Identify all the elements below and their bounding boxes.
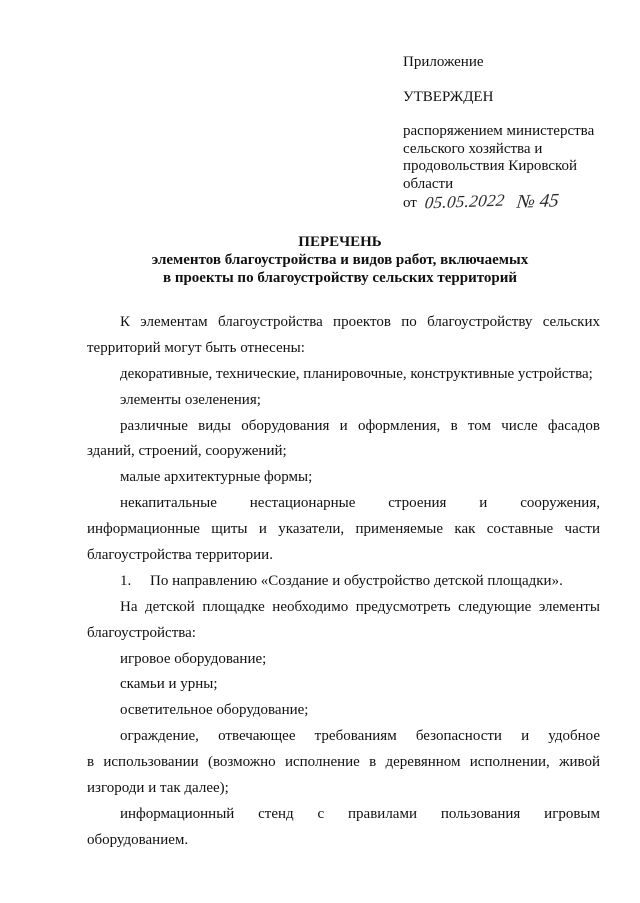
approval-line: продовольствия Кировской — [403, 158, 578, 174]
approved-stamp-text: УТВЕРЖДЕН — [403, 89, 494, 105]
paragraph-line: некапитальные нестационарные строения и сооружения, — [120, 495, 600, 512]
list-item — [87, 465, 600, 491]
list-item — [87, 388, 600, 414]
section-number: 1. — [120, 572, 132, 589]
paragraph-line: осветительное оборудование; — [120, 702, 309, 719]
list-item — [87, 698, 600, 724]
paragraph-line: благоустройства: — [87, 624, 196, 641]
list-item — [87, 802, 600, 854]
appendix-label: Приложение — [403, 54, 484, 70]
paragraph-line: информационные щиты и указатели, применяемые как составные части — [87, 521, 600, 538]
approval-date-line — [403, 190, 594, 213]
list-item — [87, 362, 600, 388]
approval-block — [403, 123, 594, 211]
list-item — [87, 724, 600, 802]
paragraph-line: малые архитектурные формы; — [120, 469, 313, 486]
paragraph-line: скамьи и урны; — [120, 676, 218, 693]
paragraph-line: элементы озеленения; — [120, 391, 261, 408]
title-subtitle-line: в проекты по благоустройству сельских территорий — [162, 270, 518, 286]
list-item — [87, 491, 600, 569]
section-heading — [87, 569, 600, 595]
date-prefix: от — [403, 195, 417, 211]
list-item — [87, 672, 600, 698]
paragraph-line: На детской площадке необходимо предусмотреть следующие элементы — [120, 598, 600, 615]
paragraph-line: зданий, строений, сооружений; — [87, 443, 287, 460]
paragraph-line: в использовании (возможно исполнение в деревянном исполнении, живой — [87, 754, 600, 771]
paragraph-line: территорий могут быть отнесены: — [87, 339, 305, 356]
paragraph-line: ограждение, отвечающее требованиям безопасности и удобное — [120, 728, 600, 745]
section-title: По направлению «Создание и обустройство детской площадки». — [150, 572, 563, 589]
document-title — [87, 233, 593, 287]
handwritten-date: 05.05.2022 — [423, 190, 506, 213]
paragraph-line: благоустройства территории. — [87, 547, 273, 564]
paragraph-line: изгороди и так далее); — [87, 780, 229, 797]
paragraph-line: К элементам благоустройства проектов по благоустройству сельских — [120, 314, 600, 330]
paragraph-line: игровое оборудование; — [120, 650, 267, 667]
paragraph-line: информационный стенд с правилами пользования игровым — [120, 805, 600, 822]
list-item — [87, 647, 600, 673]
approval-line: сельского хозяйства и — [403, 140, 543, 157]
approval-line: области — [403, 175, 454, 192]
paragraph — [87, 595, 600, 647]
paragraph-line: декоративные, технические, планировочные, конструктивные устройства; — [120, 365, 593, 382]
handwritten-number: № 45 — [516, 190, 561, 213]
paragraph — [87, 310, 600, 362]
title-subtitle-line: элементов благоустройства и видов работ, включаемых — [151, 252, 529, 268]
document-body — [87, 310, 600, 854]
list-item — [87, 414, 600, 466]
title-heading: ПЕРЕЧЕНЬ — [298, 234, 382, 250]
approval-line: распоряжением министерства — [403, 123, 595, 139]
paragraph-line: оборудованием. — [87, 831, 189, 848]
paragraph-line: различные виды оборудования и оформления, в том числе фасадов — [120, 417, 600, 434]
